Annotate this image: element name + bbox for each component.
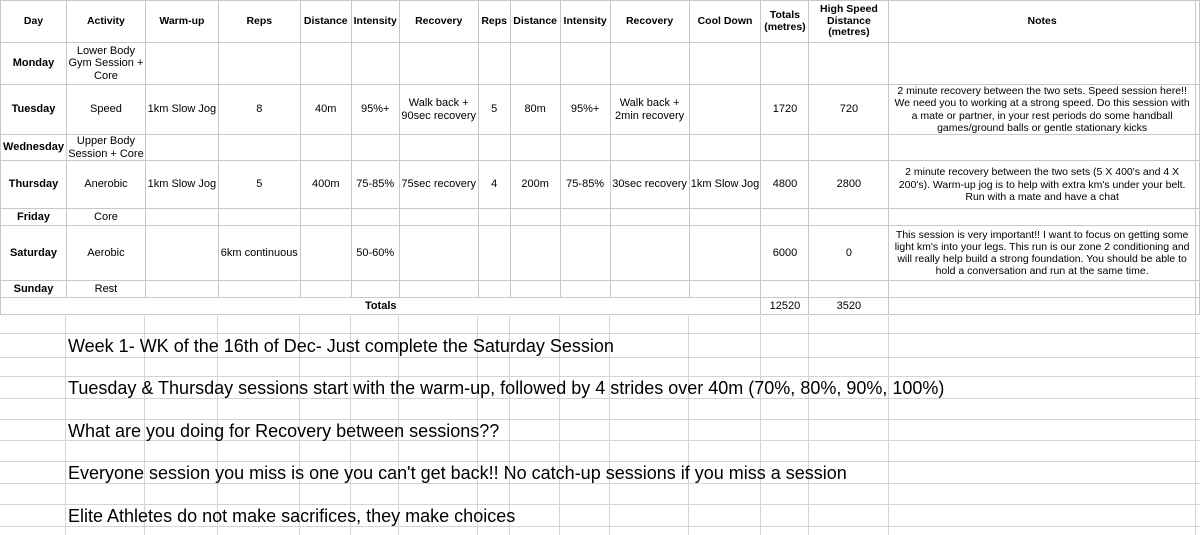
- grid-line: [65, 316, 66, 535]
- cell-activity[interactable]: Speed: [66, 85, 145, 135]
- cell-warmup[interactable]: [145, 135, 218, 161]
- empty-cell[interactable]: [1195, 1, 1199, 43]
- schedule-body: [1, 1, 1200, 315]
- cell-reps1[interactable]: [218, 43, 300, 85]
- empty-cell[interactable]: [1195, 43, 1199, 85]
- cell-distance2[interactable]: [510, 43, 560, 85]
- cell-distance1[interactable]: [300, 209, 351, 226]
- header-cell-distance-set1[interactable]: Distance: [300, 1, 351, 43]
- cell-recovery2[interactable]: 30sec recovery: [610, 161, 689, 209]
- empty-cell[interactable]: [1195, 135, 1199, 161]
- cell-intensity2[interactable]: [560, 43, 610, 85]
- cell-recovery1[interactable]: [399, 43, 478, 85]
- cell-distance1[interactable]: [300, 43, 351, 85]
- cell-distance2[interactable]: [510, 226, 560, 281]
- table-row: [1, 43, 1200, 85]
- cell-intensity1[interactable]: 75-85%: [351, 161, 399, 209]
- cell-distance2[interactable]: [510, 135, 560, 161]
- cell-recovery2[interactable]: [610, 135, 689, 161]
- grid-line: [808, 316, 809, 535]
- cell-recovery1[interactable]: Walk back + 90sec recovery: [399, 85, 478, 135]
- cell-intensity1[interactable]: [351, 135, 399, 161]
- totals-row: [1, 298, 1200, 315]
- cell-reps1[interactable]: 5: [218, 161, 300, 209]
- cell-warmup[interactable]: [145, 209, 218, 226]
- cell-warmup[interactable]: [145, 43, 218, 85]
- grid-line: [688, 316, 689, 535]
- header-cell-totals[interactable]: Totals (metres): [761, 1, 809, 43]
- cell-intensity2[interactable]: [560, 281, 610, 298]
- cell-distance2[interactable]: [510, 281, 560, 298]
- grid-line: [888, 316, 889, 535]
- cell-intensity1[interactable]: [351, 281, 399, 298]
- cell-intensity2[interactable]: 75-85%: [560, 161, 610, 209]
- cell-distance1[interactable]: [300, 135, 351, 161]
- cell-day[interactable]: Sunday: [1, 281, 67, 298]
- cell-notes[interactable]: 2 minute recovery between the two sets (5 X 400's and 4 X 200's). Warm-up jog is to help with extra km's under your belt. Run with a mate and have a chat: [889, 161, 1196, 209]
- header-cell-cooldown[interactable]: Cool Down: [689, 1, 761, 43]
- cell-reps2[interactable]: 4: [478, 161, 510, 209]
- cell-cooldown[interactable]: [689, 226, 761, 281]
- cell-reps2[interactable]: 5: [478, 85, 510, 135]
- cell-day[interactable]: Wednesday: [1, 135, 67, 161]
- cell-notes[interactable]: [889, 135, 1196, 161]
- cell-reps1[interactable]: [218, 281, 300, 298]
- grid-line: [760, 316, 761, 535]
- cell-totals[interactable]: 4800: [761, 161, 809, 209]
- grid-line: [0, 357, 1200, 358]
- cell-cooldown[interactable]: [689, 209, 761, 226]
- note-strides: Tuesday & Thursday sessions start with the warm-up, followed by 4 strides over 40m (70%, 80%, 90%, 100%): [68, 378, 945, 398]
- cell-warmup[interactable]: 1km Slow Jog: [145, 85, 218, 135]
- cell-reps1[interactable]: [218, 209, 300, 226]
- table-row: [1, 226, 1200, 281]
- cell-activity[interactable]: Aerobic: [66, 226, 145, 281]
- cell-warmup[interactable]: [145, 226, 218, 281]
- cell-recovery2[interactable]: [610, 43, 689, 85]
- cell-recovery1[interactable]: 75sec recovery: [399, 161, 478, 209]
- note-elite-athletes: Elite Athletes do not make sacrifices, they make choices: [68, 506, 516, 526]
- cell-reps1[interactable]: 6km continuous: [218, 226, 300, 281]
- cell-intensity1[interactable]: 95%+: [351, 85, 399, 135]
- cell-cooldown[interactable]: [689, 85, 761, 135]
- header-cell-notes[interactable]: Notes: [889, 1, 1196, 43]
- cell-warmup[interactable]: [145, 281, 218, 298]
- empty-cell[interactable]: [1195, 281, 1199, 298]
- cell-reps1[interactable]: [218, 135, 300, 161]
- header-cell-reps-set2[interactable]: Reps: [478, 1, 510, 43]
- header-row: [1, 1, 1200, 43]
- empty-cell[interactable]: [1195, 209, 1199, 226]
- cell-day[interactable]: Monday: [1, 43, 67, 85]
- grid-line: [1195, 316, 1196, 535]
- cell-notes[interactable]: 2 minute recovery between the two sets. Speed session here!! We need you to working at a strong speed. Do this session with a mate or partner, in your rest periods do some handball games/ground balls or gentle stationary kicks: [889, 85, 1196, 135]
- cell-recovery2[interactable]: [610, 281, 689, 298]
- empty-cell[interactable]: [1195, 298, 1199, 315]
- cell-notes[interactable]: [889, 43, 1196, 85]
- cell-recovery2[interactable]: [610, 226, 689, 281]
- note-recovery-question: What are you doing for Recovery between sessions??: [68, 421, 500, 441]
- cell-day[interactable]: Thursday: [1, 161, 67, 209]
- empty-cell[interactable]: [889, 298, 1196, 315]
- empty-cell[interactable]: [1195, 85, 1199, 135]
- cell-recovery1[interactable]: [399, 226, 478, 281]
- cell-activity[interactable]: Lower Body Gym Session + Core: [66, 43, 145, 85]
- cell-reps1[interactable]: 8: [218, 85, 300, 135]
- cell-totals[interactable]: [761, 135, 809, 161]
- grid-line: [0, 333, 1200, 334]
- cell-totals[interactable]: 1720: [761, 85, 809, 135]
- note-week-one: Week 1- WK of the 16th of Dec- Just complete the Saturday Session: [68, 336, 614, 356]
- cell-intensity2[interactable]: 95%+: [560, 85, 610, 135]
- header-cell-high-speed-distance[interactable]: High Speed Distance (metres): [809, 1, 889, 43]
- cell-hsd[interactable]: 0: [809, 226, 889, 281]
- cell-activity[interactable]: Anerobic: [66, 161, 145, 209]
- empty-cell[interactable]: [1195, 226, 1199, 281]
- cell-distance2[interactable]: 80m: [510, 85, 560, 135]
- cell-recovery1[interactable]: [399, 135, 478, 161]
- cell-intensity2[interactable]: [560, 226, 610, 281]
- totals-label[interactable]: Totals: [1, 298, 761, 315]
- cell-activity[interactable]: Core: [66, 209, 145, 226]
- table-row: [1, 85, 1200, 135]
- cell-reps2[interactable]: [478, 135, 510, 161]
- cell-totals[interactable]: 6000: [761, 226, 809, 281]
- cell-reps2[interactable]: [478, 226, 510, 281]
- cell-recovery2[interactable]: [610, 209, 689, 226]
- header-cell-distance-set2[interactable]: Distance: [510, 1, 560, 43]
- header-cell-warmup[interactable]: Warm-up: [145, 1, 218, 43]
- cell-reps2[interactable]: [478, 209, 510, 226]
- high-speed-sum-cell[interactable]: 3520: [809, 298, 889, 315]
- cell-recovery1[interactable]: [399, 209, 478, 226]
- cell-distance2[interactable]: [510, 209, 560, 226]
- note-missed-sessions: Everyone session you miss is one you can't get back!! No catch-up sessions if you miss a session: [68, 463, 847, 483]
- cell-recovery1[interactable]: [399, 281, 478, 298]
- cell-hsd[interactable]: 2800: [809, 161, 889, 209]
- cell-totals[interactable]: [761, 43, 809, 85]
- cell-distance2[interactable]: 200m: [510, 161, 560, 209]
- cell-warmup[interactable]: 1km Slow Jog: [145, 161, 218, 209]
- cell-intensity2[interactable]: [560, 135, 610, 161]
- cell-intensity2[interactable]: [560, 209, 610, 226]
- cell-distance1[interactable]: 40m: [300, 85, 351, 135]
- header-cell-intensity-set2[interactable]: Intensity: [560, 1, 610, 43]
- cell-cooldown[interactable]: [689, 43, 761, 85]
- cell-intensity1[interactable]: [351, 43, 399, 85]
- cell-totals[interactable]: [761, 281, 809, 298]
- cell-hsd[interactable]: [809, 209, 889, 226]
- table-row: [1, 281, 1200, 298]
- table-row: [1, 209, 1200, 226]
- cell-day[interactable]: Saturday: [1, 226, 67, 281]
- header-cell-recovery-set1[interactable]: Recovery: [399, 1, 478, 43]
- cell-recovery2[interactable]: Walk back + 2min recovery: [610, 85, 689, 135]
- cell-intensity1[interactable]: 50-60%: [351, 226, 399, 281]
- cell-reps2[interactable]: [478, 281, 510, 298]
- cell-day[interactable]: Tuesday: [1, 85, 67, 135]
- cell-totals[interactable]: [761, 209, 809, 226]
- empty-cell[interactable]: [1195, 161, 1199, 209]
- cell-day[interactable]: Friday: [1, 209, 67, 226]
- cell-hsd[interactable]: [809, 135, 889, 161]
- cell-distance1[interactable]: [300, 281, 351, 298]
- cell-distance1[interactable]: [300, 226, 351, 281]
- cell-cooldown[interactable]: [689, 281, 761, 298]
- header-cell-day[interactable]: Day: [1, 1, 67, 43]
- cell-notes[interactable]: This session is very important!! I want to focus on getting some light km's into your legs. This run is our zone 2 conditioning and will really help build a strong foundation. You should be able to hold a conversation and run at the same time.: [889, 226, 1196, 281]
- table-row: [1, 135, 1200, 161]
- cell-hsd[interactable]: 720: [809, 85, 889, 135]
- cell-cooldown[interactable]: [689, 135, 761, 161]
- cell-notes[interactable]: [889, 281, 1196, 298]
- cell-intensity1[interactable]: [351, 209, 399, 226]
- header-cell-reps-set1[interactable]: Reps: [218, 1, 300, 43]
- header-cell-activity[interactable]: Activity: [66, 1, 145, 43]
- cell-hsd[interactable]: [809, 281, 889, 298]
- totals-sum-cell[interactable]: 12520: [761, 298, 809, 315]
- cell-hsd[interactable]: [809, 43, 889, 85]
- header-cell-recovery-set2[interactable]: Recovery: [610, 1, 689, 43]
- header-cell-intensity-set1[interactable]: Intensity: [351, 1, 399, 43]
- cell-notes[interactable]: [889, 209, 1196, 226]
- cell-activity[interactable]: Upper Body Session + Core: [68, 135, 144, 160]
- table-row: [1, 161, 1200, 209]
- cell-distance1[interactable]: 400m: [300, 161, 351, 209]
- cell-cooldown[interactable]: 1km Slow Jog: [689, 161, 761, 209]
- cell-reps2[interactable]: [478, 43, 510, 85]
- cell-activity[interactable]: Rest: [66, 281, 145, 298]
